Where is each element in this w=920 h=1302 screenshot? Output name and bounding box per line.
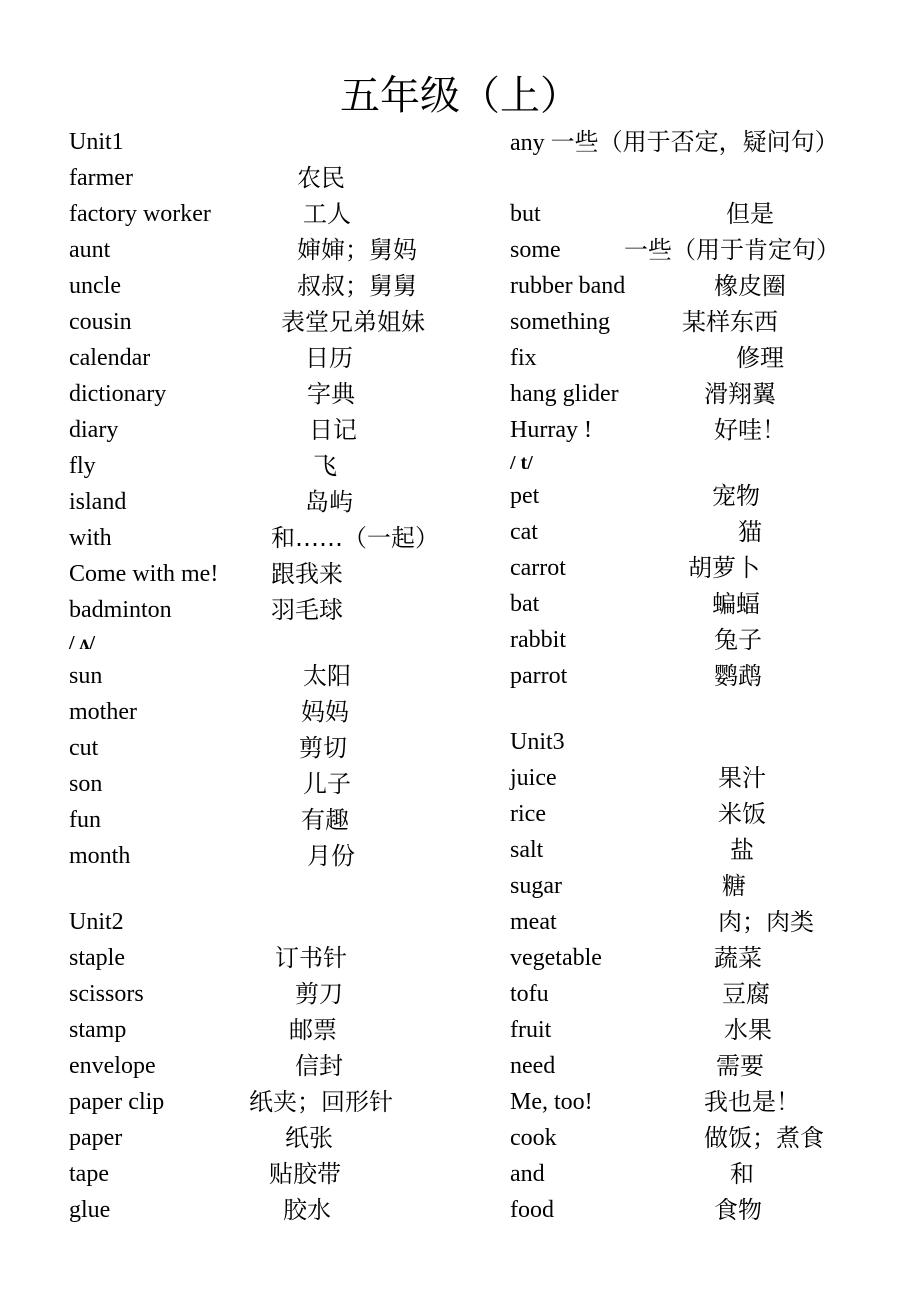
- vocab-entry: [510, 268, 890, 304]
- vocab-chinese: 和: [730, 1160, 754, 1188]
- vocab-chinese: 糖: [722, 872, 746, 900]
- vocab-english: carrot: [510, 555, 566, 581]
- vocab-entry: [69, 940, 479, 976]
- vocab-entry: [69, 376, 479, 412]
- vocab-chinese: 我也是！: [704, 1088, 800, 1116]
- vocab-chinese: 豆腐: [722, 980, 770, 1008]
- vocab-chinese: 月份: [307, 842, 355, 870]
- vocab-english: fly: [69, 453, 96, 479]
- vocab-english: with: [69, 525, 112, 551]
- vocab-entry: [69, 592, 479, 628]
- vocab-chinese: 做饭；煮食: [704, 1124, 824, 1152]
- vocab-english: but: [510, 201, 541, 227]
- right-column: [510, 124, 890, 1228]
- unit1-heading-row: [69, 124, 479, 160]
- vocab-entry-any: [510, 124, 890, 196]
- vocab-english: juice: [510, 765, 557, 791]
- vocab-chinese: 有趣: [301, 806, 349, 834]
- vocab-entry: [69, 196, 479, 232]
- vocab-entry: [69, 1048, 479, 1084]
- vocab-entry: [69, 160, 479, 196]
- vocab-english: and: [510, 1161, 545, 1187]
- vocab-english: cousin: [69, 309, 132, 335]
- vocab-english: scissors: [69, 981, 144, 1007]
- vocab-chinese: 表堂兄弟姐妹: [281, 308, 425, 336]
- vocab-entry: [510, 940, 890, 976]
- vocab-chinese: 一些（用于否定，疑问句）: [550, 128, 839, 156]
- vocab-entry: [69, 658, 479, 694]
- vocab-chinese: 好哇！: [714, 416, 786, 444]
- vocab-english: something: [510, 309, 610, 335]
- vocab-entry: [69, 1120, 479, 1156]
- vocab-english: salt: [510, 837, 544, 863]
- vocab-chinese: 但是: [726, 200, 774, 228]
- vocab-english: meat: [510, 909, 557, 935]
- vocab-chinese: 需要: [716, 1052, 764, 1080]
- vocab-chinese: 邮票: [289, 1016, 337, 1044]
- vocab-chinese: 鹦鹉: [714, 662, 762, 690]
- vocab-entry: [510, 550, 890, 586]
- vocab-chinese: 叔叔；舅舅: [297, 272, 417, 300]
- vocab-english: rabbit: [510, 627, 566, 653]
- vocab-chinese: 纸夹；回形针: [249, 1088, 393, 1116]
- vocab-english: any: [510, 130, 545, 156]
- vocab-entry: [510, 232, 890, 268]
- vocab-chinese: 胶水: [283, 1196, 331, 1224]
- vocab-entry: [69, 340, 479, 376]
- phonetic-symbol: / ʌ/: [69, 632, 96, 654]
- vocab-chinese: 日记: [309, 416, 357, 444]
- vocab-entry: [510, 1156, 890, 1192]
- vocab-chinese: 信封: [295, 1052, 343, 1080]
- left-column: [69, 124, 479, 1228]
- vocab-english: uncle: [69, 273, 121, 299]
- unit3-word-list: [510, 760, 890, 1228]
- spacer: [69, 874, 479, 904]
- phonetic-row: [510, 448, 890, 478]
- vocab-chinese: 某样东西: [682, 308, 778, 336]
- phonetic-word-list: [510, 478, 890, 694]
- vocab-entry: [510, 586, 890, 622]
- vocab-entry: [510, 478, 890, 514]
- vocab-chinese: 盐: [730, 836, 754, 864]
- vocab-entry: [69, 802, 479, 838]
- vocab-entry: [69, 484, 479, 520]
- vocab-entry: [510, 1120, 890, 1156]
- vocab-entry: [69, 556, 479, 592]
- vocab-english: son: [69, 771, 103, 797]
- vocab-english: cook: [510, 1125, 557, 1151]
- vocab-chinese: 兔子: [714, 626, 762, 654]
- vocab-english: calendar: [69, 345, 151, 371]
- vocab-chinese: 儿子: [303, 770, 351, 798]
- vocab-entry: [510, 622, 890, 658]
- vocab-english: parrot: [510, 663, 568, 689]
- vocab-chinese: 妈妈: [301, 698, 349, 726]
- vocab-english: tape: [69, 1161, 109, 1187]
- vocab-entry: [69, 1156, 479, 1192]
- vocab-english: sun: [69, 663, 103, 689]
- right-word-list: [510, 196, 890, 448]
- vocab-english: Come with me!: [69, 561, 219, 587]
- vocab-chinese: 婶婶；舅妈: [297, 236, 417, 264]
- vocab-entry: [69, 412, 479, 448]
- vocab-english: paper: [69, 1125, 123, 1151]
- vocab-entry: [510, 832, 890, 868]
- vocab-chinese: 修理: [736, 344, 784, 372]
- vocab-chinese: 跟我来: [271, 560, 343, 588]
- vocab-entry: [510, 1012, 890, 1048]
- vocab-chinese: 工人: [303, 200, 351, 228]
- vocab-english: envelope: [69, 1053, 156, 1079]
- vocab-english: Hurray !: [510, 417, 592, 443]
- vocab-entry: [510, 904, 890, 940]
- vocab-english: month: [69, 843, 131, 869]
- vocab-entry: [69, 766, 479, 802]
- vocab-english: diary: [69, 417, 119, 443]
- vocab-entry: [510, 514, 890, 550]
- vocab-entry: [69, 448, 479, 484]
- vocab-chinese: 剪切: [299, 734, 347, 762]
- vocab-chinese: 一些（用于肯定句）: [624, 236, 840, 264]
- vocab-entry: [510, 340, 890, 376]
- vocab-entry: [510, 1048, 890, 1084]
- vocab-english: Me, too!: [510, 1089, 593, 1115]
- vocab-chinese: 飞: [313, 452, 337, 480]
- vocab-english: bat: [510, 591, 540, 617]
- vocab-chinese: 羽毛球: [271, 596, 343, 624]
- vocab-chinese: 果汁: [718, 764, 766, 792]
- vocab-entry: [510, 868, 890, 904]
- vocab-entry: [510, 796, 890, 832]
- vocab-chinese: 剪刀: [295, 980, 343, 1008]
- vocab-chinese: 和……（一起）: [271, 524, 439, 552]
- vocab-entry: [69, 1012, 479, 1048]
- vocab-chinese: 贴胶带: [269, 1160, 341, 1188]
- vocab-entry: [69, 976, 479, 1012]
- vocab-chinese: 猫: [738, 518, 762, 546]
- unit1-heading: Unit1: [69, 129, 124, 155]
- vocab-entry: [510, 1084, 890, 1120]
- vocab-chinese: 农民: [297, 164, 345, 192]
- vocab-english: some: [510, 237, 561, 263]
- vocab-entry: [510, 976, 890, 1012]
- page-title: 五年级（上）: [340, 73, 580, 119]
- vocab-entry: [510, 760, 890, 796]
- vocab-english: tofu: [510, 981, 549, 1007]
- vocab-chinese: 岛屿: [305, 488, 353, 516]
- vocab-entry: [510, 304, 890, 340]
- vocab-chinese: 胡萝卜: [688, 554, 760, 582]
- vocab-chinese: 橡皮圈: [714, 272, 786, 300]
- vocab-english: need: [510, 1053, 556, 1079]
- vocab-chinese: 订书针: [275, 944, 347, 972]
- vocab-english: mother: [69, 699, 137, 725]
- vocab-english: factory worker: [69, 201, 211, 227]
- vocab-chinese: 字典: [307, 380, 355, 408]
- unit2-heading: Unit2: [69, 909, 124, 935]
- vocab-chinese: 食物: [714, 1196, 762, 1224]
- vocab-english: farmer: [69, 165, 133, 191]
- phonetic-symbol: / t/: [510, 452, 533, 474]
- vocab-english: glue: [69, 1197, 111, 1223]
- vocab-english: fruit: [510, 1017, 552, 1043]
- vocab-english: aunt: [69, 237, 111, 263]
- vocab-english: pet: [510, 483, 540, 509]
- vocab-english: rice: [510, 801, 546, 827]
- vocab-chinese: 蝙蝠: [712, 590, 760, 618]
- vocab-entry: [510, 412, 890, 448]
- vocab-english: cat: [510, 519, 538, 545]
- vocab-entry: [69, 838, 479, 874]
- vocab-english: fix: [510, 345, 537, 371]
- vocab-english: sugar: [510, 873, 562, 899]
- vocab-english: cut: [69, 735, 99, 761]
- vocab-chinese: 宠物: [712, 482, 760, 510]
- vocab-english: dictionary: [69, 381, 167, 407]
- vocab-entry: [69, 304, 479, 340]
- vocab-entry: [510, 196, 890, 232]
- vocab-english: rubber band: [510, 273, 626, 299]
- vocab-chinese: 蔬菜: [714, 944, 762, 972]
- vocab-entry: [510, 376, 890, 412]
- vocab-chinese: 肉；肉类: [718, 908, 814, 936]
- vocab-entry: [69, 232, 479, 268]
- vocab-chinese: 滑翔翼: [704, 380, 776, 408]
- vocab-english: staple: [69, 945, 125, 971]
- vocab-entry: [69, 1084, 479, 1120]
- vocab-english: hang glider: [510, 381, 619, 407]
- vocab-entry: [510, 658, 890, 694]
- vocab-entry: [510, 1192, 890, 1228]
- vocab-entry: [69, 694, 479, 730]
- unit3-heading: Unit3: [510, 729, 565, 755]
- unit2-word-list: [69, 940, 479, 1228]
- vocab-chinese: 纸张: [285, 1124, 333, 1152]
- vocab-chinese: 水果: [724, 1016, 772, 1044]
- phonetic-row: [69, 628, 479, 658]
- vocab-chinese: 日历: [305, 344, 353, 372]
- vocab-entry: [69, 730, 479, 766]
- spacer: [510, 694, 890, 724]
- vocab-english: paper clip: [69, 1089, 165, 1115]
- phonetic-word-list: [69, 658, 479, 874]
- unit1-word-list: [69, 160, 479, 628]
- unit2-heading-row: [69, 904, 479, 940]
- vocab-chinese: 米饭: [718, 800, 766, 828]
- unit3-heading-row: [510, 724, 890, 760]
- vocab-english: stamp: [69, 1017, 127, 1043]
- vocab-english: island: [69, 489, 127, 515]
- vocab-english: badminton: [69, 597, 172, 623]
- vocab-english: food: [510, 1197, 554, 1223]
- vocab-chinese: 太阳: [303, 662, 351, 690]
- vocab-english: vegetable: [510, 945, 602, 971]
- vocab-entry: [69, 1192, 479, 1228]
- vocab-entry: [69, 268, 479, 304]
- vocab-entry: [69, 520, 479, 556]
- vocab-english: fun: [69, 807, 101, 833]
